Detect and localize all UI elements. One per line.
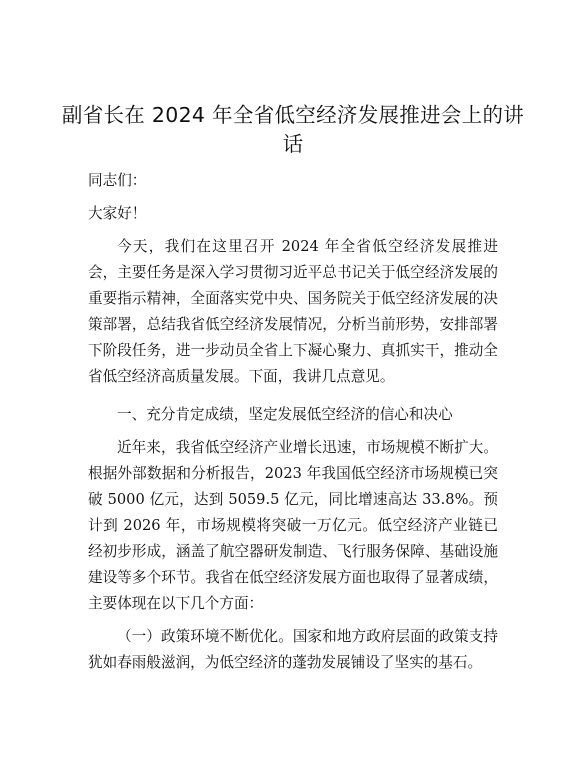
salutation: 同志们： [88, 172, 147, 189]
document-title: 副省长在 2024 年全省低空经济发展推进会上的讲话 [61, 103, 525, 156]
greeting: 大家好！ [88, 205, 147, 222]
document-body [88, 168, 498, 676]
paragraph-policy-environment: （一）政策环境不断优化。国家和地方政府层面的政策支持犹如春雨般滋润，为低空经济的蓬勃发展铺设了坚实的基石。 [88, 628, 498, 671]
paragraph-opening: 今天，我们在这里召开 2024 年全省低空经济发展推进会，主要任务是深入学习贯彻习近平总书记关于低空经济发展的重要指示精神，全面落实党中央、国务院关于低空经济发展的决策部署，总结我省低空经济发展情况，分析当前形势，安排部署下阶段任务，进一步动员全省上下凝心聚力、真抓实干，推动全省低空经济高质量发展。下面，我讲几点意见。 [88, 238, 498, 385]
paragraph-achievements: 近年来，我省低空经济产业增长迅速，市场规模不断扩大。根据外部数据和分析报告，2023 年我国低空经济市场规模已突破 5000 亿元，达到 5059.5 亿元，同比增速高达 33.8%。预计到 2026 年，市场规模将突破一万亿元。低空经济产业链已经初步形成，涵盖了航空器研发制造、飞行服务保障、基础设施建设等多个环节。我省在低空经济发展方面也取得了显著成绩，主要体现在以下几个方面： [88, 439, 498, 612]
section-heading-1: 一、充分肯定成绩，坚定发展低空经济的信心和决心 [117, 406, 453, 423]
